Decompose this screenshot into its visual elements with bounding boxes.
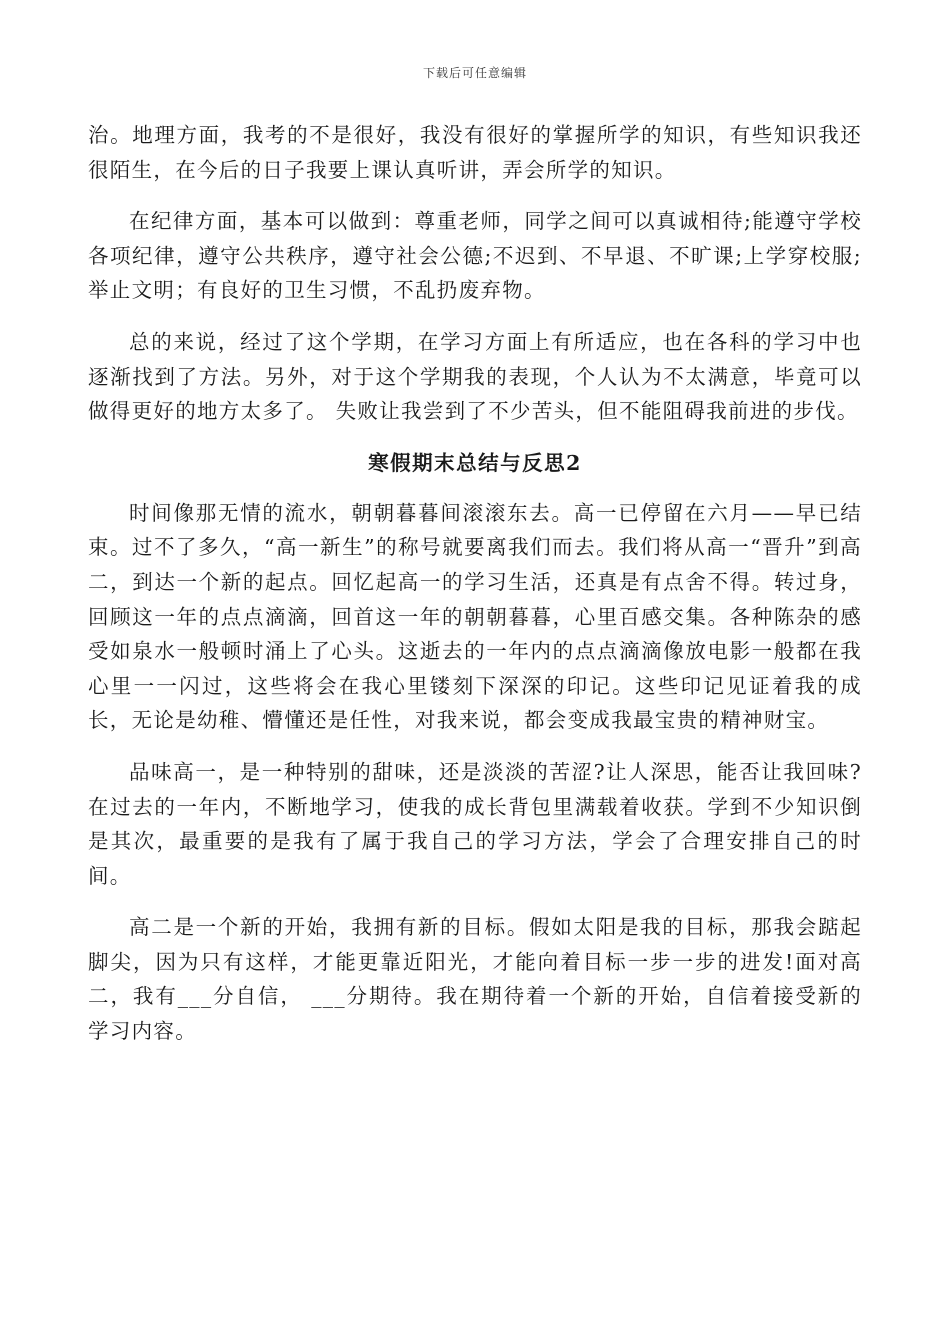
- paragraph-reflection: 品味高一，是一种特别的甜味，还是淡淡的苦涩?让人深思，能否让我回味? 在过去的一年内，不断地学习，使我的成长背包里满载着收获。学到不少知识倒是其次，最重要的是我有了属于我自己的学习方法，学会了合理安排自己的时间。: [88, 759, 862, 888]
- paragraph-time: 时间像那无情的流水，朝朝暮暮间滚滚东去。高一已停留在六月——早已结束。过不了多久，“高一新生”的称号就要离我们而去。我们将从高一“晋升”到高二，到达一个新的起点。回忆起高一的学习生活，还真是有点舍不得。转过身，回顾这一年的点点滴滴，回首这一年的朝朝暮暮，心里百感交集。各种陈杂的感受如泉水一般顿时涌上了心头。这逝去的一年内的点点滴滴像放电影一般都在我心里一一闪过，这些将会在我心里镂刻下深深的印记。这些印记见证着我的成长，无论是幼稚、懵懂还是任性，对我来说，都会变成我最宝贵的精神财宝。: [88, 500, 862, 733]
- paragraph-summary: 总的来说，经过了这个学期，在学习方面上有所适应，也在各科的学习中也逐渐找到了方法。另外，对于这个学期我的表现，个人认为不太满意，毕竟可以做得更好的地方太多了。 失败让我尝到了不少苦头，但不能阻碍我前进的步伐。: [88, 329, 862, 424]
- document-body: [88, 118, 862, 1066]
- paragraph-discipline: 在纪律方面，基本可以做到：尊重老师，同学之间可以真诚相待;能遵守学校各项纪律，遵守公共秩序，遵守社会公德;不迟到、不早退、不旷课;上学穿校服;举止文明；有良好的卫生习惯，不乱扔废弃物。: [88, 209, 862, 303]
- paragraph-new-start: 高二是一个新的开始，我拥有新的目标。假如太阳是我的目标，那我会踮起脚尖，因为只有这样，才能更靠近阳光，才能向着目标一步一步的进发!面对高二，我有___分自信， ___分期待。我在期待着一个新的开始，自信着接受新的学习内容。: [88, 915, 862, 1044]
- section-title: 寒假期末总结与反思2: [368, 450, 582, 475]
- page-header-note: 下载后可任意编辑: [422, 66, 527, 80]
- paragraph-continued: 治。地理方面，我考的不是很好，我没有很好的掌握所学的知识，有些知识我还很陌生，在今后的日子我要上课认真听讲，弄会所学的知识。: [88, 123, 862, 182]
